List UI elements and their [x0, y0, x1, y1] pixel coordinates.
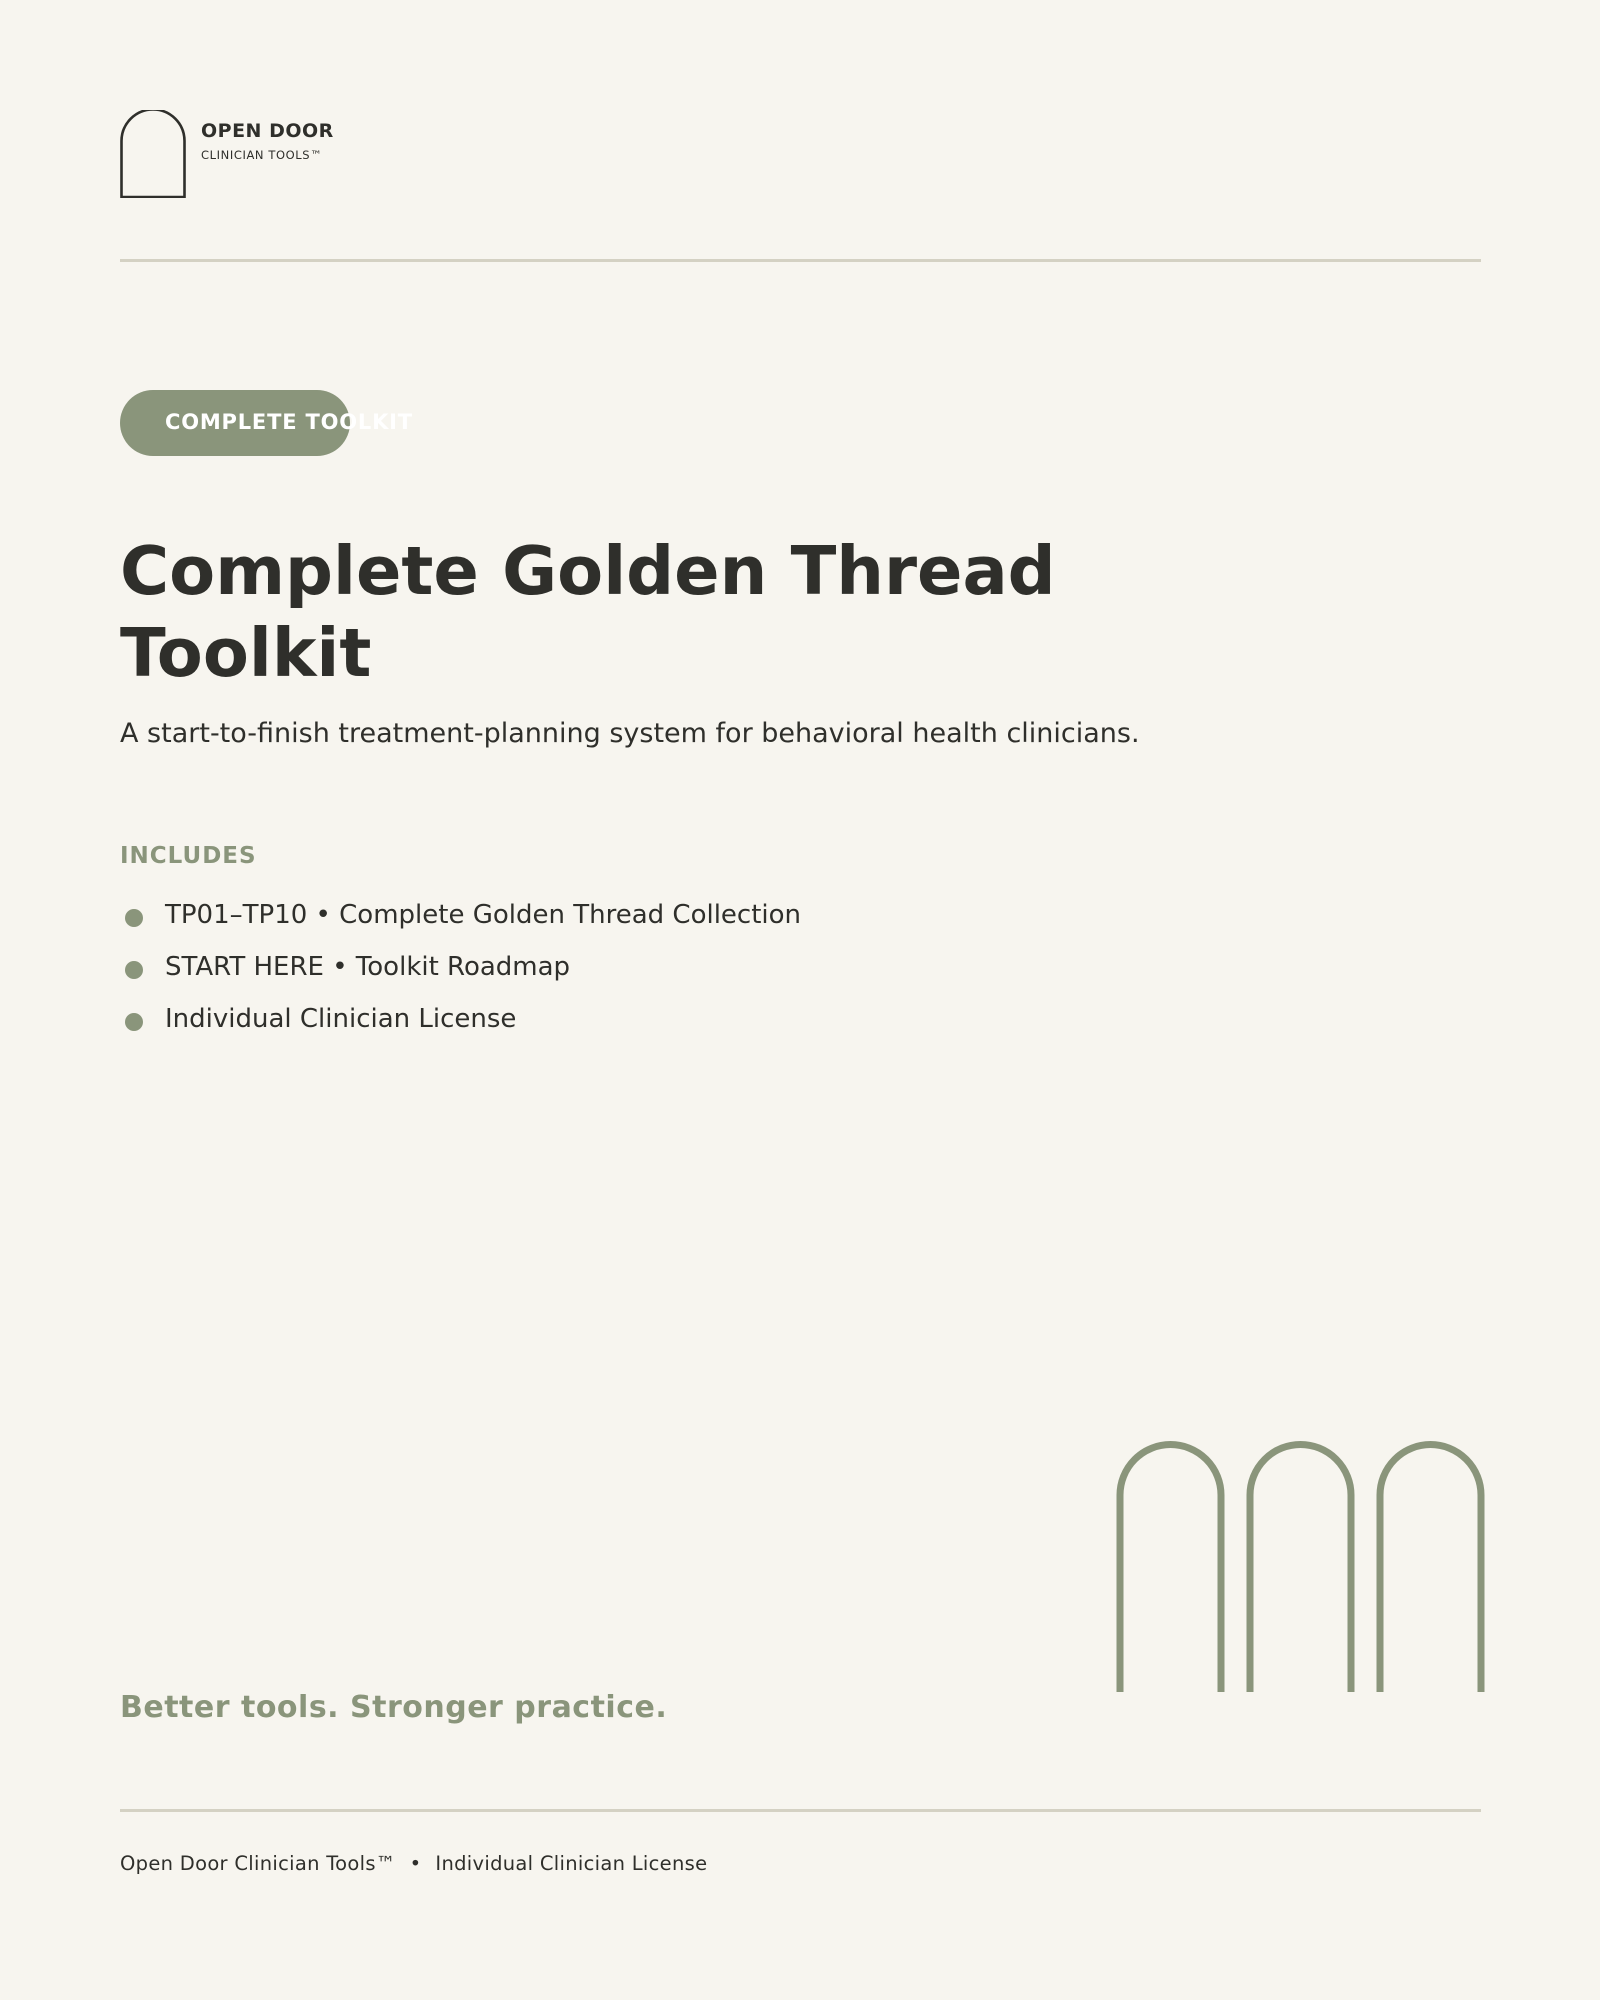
brand-name: OPEN DOOR	[201, 120, 334, 142]
footer-license: Individual Clinician License	[435, 1852, 708, 1875]
page-subtitle: A start-to-finish treatment-planning system for behavioral health clinicians.	[120, 718, 1140, 749]
header-divider	[120, 259, 1481, 262]
list-item	[120, 894, 801, 946]
bullet-icon	[125, 909, 143, 927]
page-title: Complete Golden Thread Toolkit	[120, 532, 1056, 692]
arch-door-icon	[120, 110, 186, 198]
includes-heading: INCLUDES	[120, 843, 257, 869]
three-arches-icon	[1110, 1440, 1490, 1700]
toolkit-badge	[120, 390, 413, 456]
bullet-icon	[125, 1013, 143, 1031]
includes-list	[120, 894, 801, 1050]
badge-label: COMPLETE TOOLKIT	[165, 410, 413, 434]
list-item-label: Individual Clinician License	[165, 1004, 517, 1034]
footer-divider	[120, 1809, 1481, 1812]
tagline: Better tools. Stronger practice.	[120, 1690, 668, 1725]
bullet-icon	[125, 961, 143, 979]
footer	[120, 1852, 707, 1875]
list-item	[120, 946, 801, 998]
brand-subname: CLINICIAN TOOLS™	[201, 148, 323, 162]
list-item-label: START HERE • Toolkit Roadmap	[165, 952, 571, 982]
list-item-label: TP01–TP10 • Complete Golden Thread Collection	[165, 900, 802, 930]
list-item	[120, 998, 801, 1050]
footer-brand: Open Door Clinician Tools™	[120, 1852, 396, 1875]
footer-separator: •	[409, 1852, 422, 1875]
